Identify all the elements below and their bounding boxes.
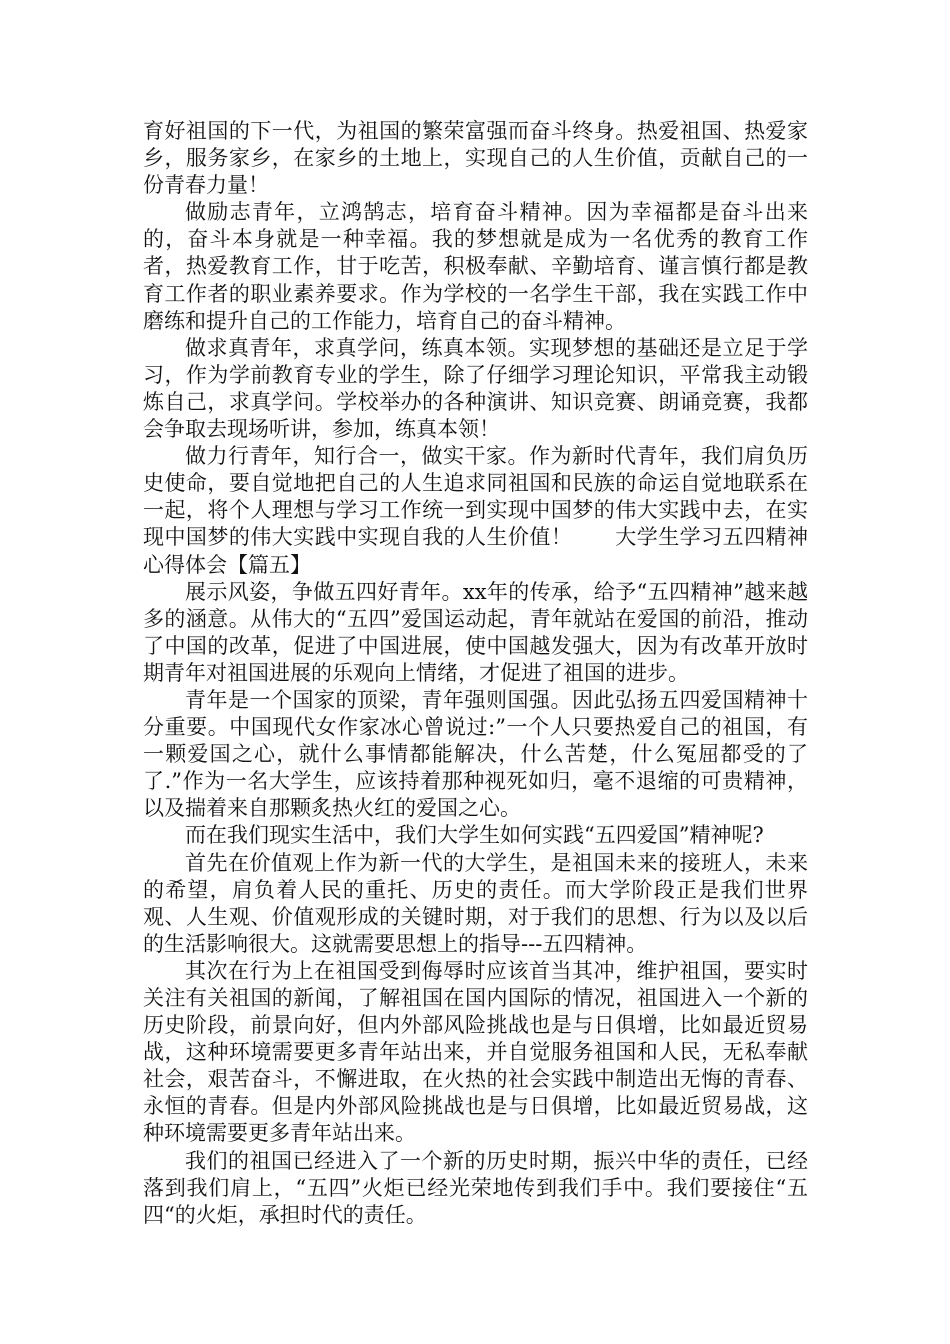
paragraph: 我们的祖国已经进入了一个新的历史时期，振兴中华的责任，已经落到我们肩上，“五四”火炬已经光荣地传到我们手中。我们要接住“五四“的火炬，承担时代的责任。 bbox=[143, 1148, 808, 1227]
paragraph: 做励志青年，立鸿鹄志，培育奋斗精神。因为幸福都是奋斗出来的，奋斗本身就是一种幸福。我的梦想就是成为一名优秀的教育工作者，热爱教育工作，甘于吃苦，积极奉献、辛勤培育、谨言慎行都是教育工作者的职业素养要求。作为学校的一名学生干部，我在实践工作中磨练和提升自己的工作能力，培育自己的奋斗精神。 bbox=[143, 200, 808, 333]
paragraph: 育好祖国的下一代，为祖国的繁荣富强而奋斗终身。热爱祖国、热爱家乡，服务家乡，在家乡的土地上，实现自己的人生价值，贡献自己的一份青春力量！ bbox=[143, 119, 808, 198]
paragraph: 其次在行为上在祖国受到侮辱时应该首当其冲，维护祖国，要实时关注有关祖国的新闻，了解祖国在国内国际的情况，祖国进入一个新的历史阶段，前景向好，但内外部风险挑战也是与日俱增，比如最近贸易战，这种环境需要更多青年站出来，并自觉服务祖国和人民，无私奉献社会，艰苦奋斗，不懈进取，在火热的社会实践中制造出无悔的青春、永恒的青春。但是内外部风险挑战也是与日俱增，比如最近贸易战，这种环境需要更多青年站出来。 bbox=[143, 958, 808, 1146]
document-body bbox=[143, 118, 808, 1229]
paragraph: 做求真青年，求真学问，练真本领。实现梦想的基础还是立足于学习，作为学前教育专业的学生，除了仔细学习理论知识，平常我主动锻炼自己，求真学问。学校举办的各种演讲、知识竞赛、朗诵竞赛，我都会争取去现场听讲，参加，练真本领！ bbox=[143, 335, 808, 442]
paragraph: 青年是一个国家的顶梁，青年强则国强。因此弘扬五四爱国精神十分重要。中国现代女作家冰心曾说过:”一个人只要热爱自己的祖国，有一颗爱国之心，就什么事情都能解决，什么苦楚，什么冤屈都受的了了.”作为一名大学生，应该持着那种视死如归，毫不退缩的可贵精神，以及揣着来自那颗炙热火红的爱国之心。 bbox=[143, 687, 808, 821]
paragraph: 而在我们现实生活中，我们大学生如何实践“五四爱国”精神呢? bbox=[185, 823, 764, 848]
paragraph: 展示风姿，争做五四好青年。xx年的传承，给予“五四精神”越来越多的涵意。从伟大的“五四”爱国运动起，青年就站在爱国的前沿，推动了中国的改革，促进了中国进展，使中国越发强大，因为有改革开放时期青年对祖国进展的乐观向上情绪，才促进了祖国的进步。 bbox=[143, 579, 808, 685]
paragraph: 首先在价值观上作为新一代的大学生，是祖国未来的接班人，未来的希望，肩负着人民的重托、历史的责任。而大学阶段正是我们世界观、人生观、价值观形成的关键时期，对于我们的思想、行为以及以后的生活影响很大。这就需要思想上的指导---五四精神。 bbox=[143, 850, 808, 956]
paragraph: 做力行青年，知行合一，做实干家。作为新时代青年，我们肩负历史使命，要自觉地把自己的人生追求同祖国和民族的命运自觉地联系在一起，将个人理想与学习工作统一到实现中国梦的伟大实践中去，在实现中国梦的伟大实践中实现自我的人生价值！ 大学生学习五四精神心得体会【篇五】 bbox=[143, 444, 808, 577]
